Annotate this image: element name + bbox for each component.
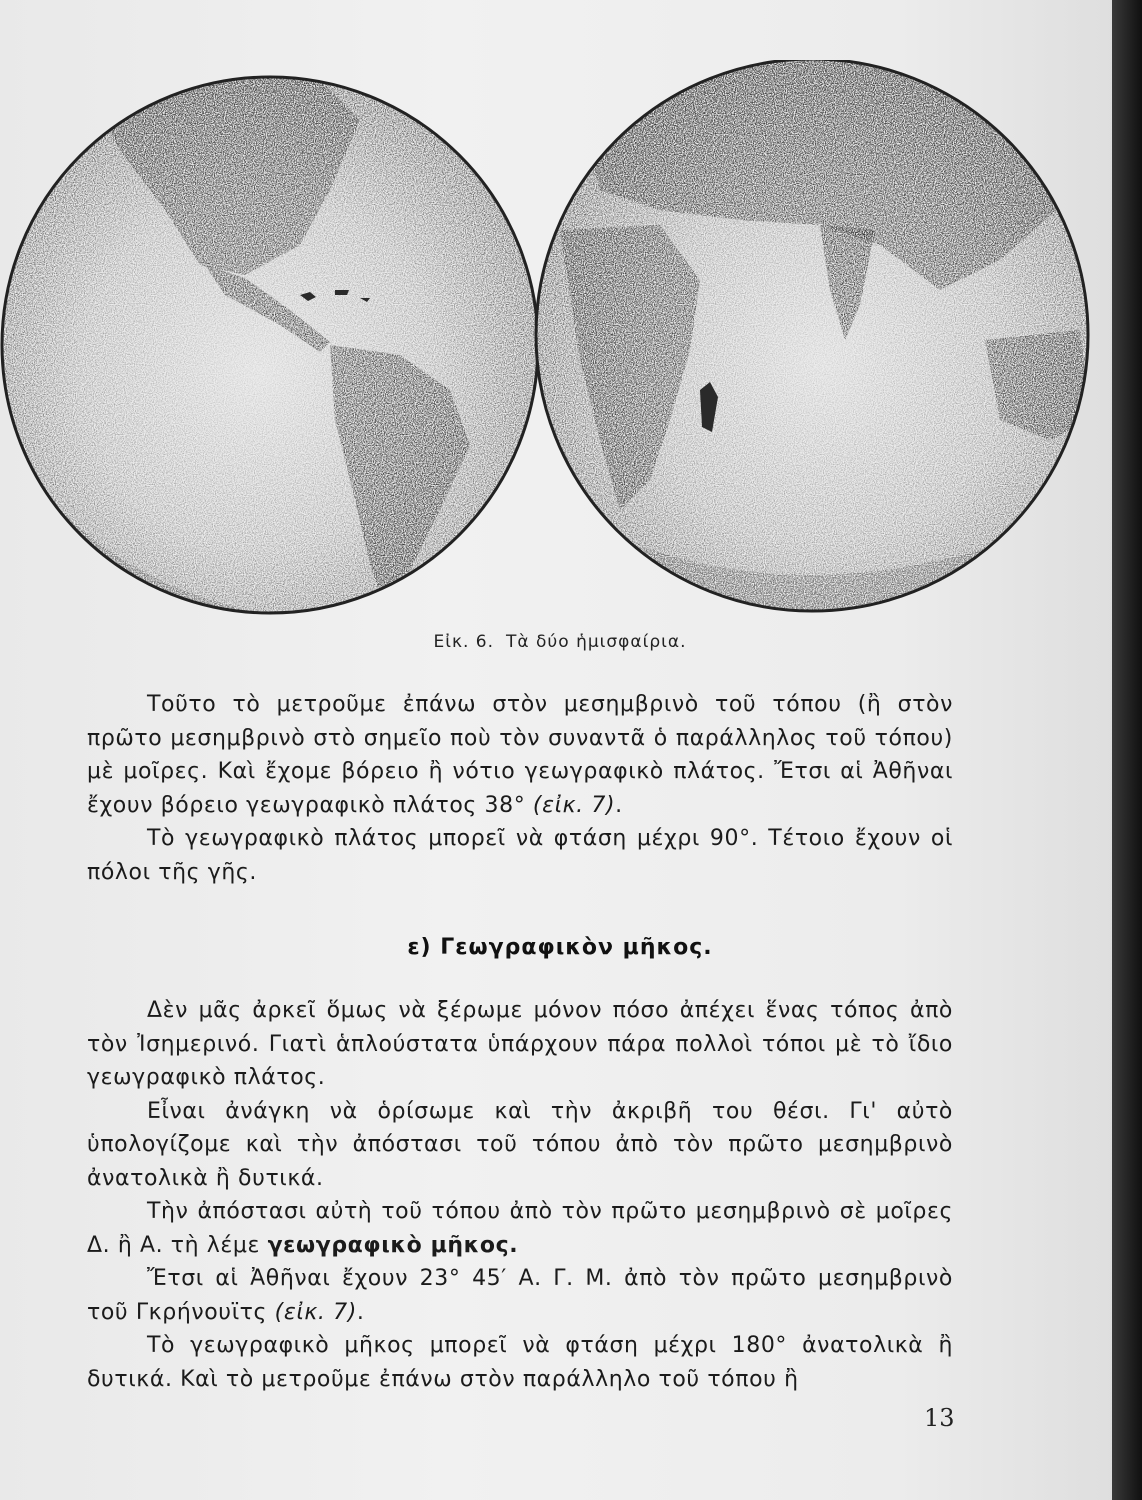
section1-text: [87, 688, 953, 889]
eastern-hemisphere: [536, 60, 1100, 620]
figure-label: Εἰκ. 6.: [433, 632, 495, 652]
paragraph: [87, 688, 953, 822]
figure-reference: (εἰκ. 7): [532, 792, 616, 818]
paragraph: [87, 1262, 953, 1329]
section-heading: ε) Γεωγραφικὸν μῆκος.: [407, 935, 713, 960]
page-number: 13: [924, 1404, 955, 1432]
figure-caption: [0, 632, 1120, 652]
punctuation: .: [615, 792, 623, 818]
paragraph-text: Τὴν ἀπόστασι αὐτὴ τοῦ τόπου ἀπὸ τὸν πρῶτο μεσημβρινὸ σὲ μοῖρες Δ. ἢ Α. τὴ λέμε: [87, 1199, 953, 1258]
term-definition: γεωγραφικὸ μῆκος.: [267, 1232, 519, 1258]
figure-title: Τὰ δύο ἡμισφαίρια.: [506, 632, 687, 652]
paragraph: Τὸ γεωγραφικὸ μῆκος μπορεῖ νὰ φτάση μέχρι 180° ἀνατολικὰ ἢ δυτικά. Καὶ τὸ μετροῦμε ἐπάνω στὸν παράλληλο τοῦ τόπου ἢ: [87, 1333, 953, 1392]
paragraph-text: Ἔτσι αἱ Ἀθῆναι ἔχουν βόρειο γεωγραφικὸ πλάτος 38°: [87, 759, 953, 818]
punctuation: .: [356, 1299, 365, 1325]
figure-reference: (εἰκ. 7): [274, 1299, 357, 1325]
paragraph-text: Ἔτσι αἱ Ἀθῆναι ἔχουν 23° 45′ Α. Γ. Μ. ἀπὸ τὸν πρῶτο μεσημβρινὸ τοῦ Γκρήνουϊτς: [87, 1266, 953, 1325]
paragraph: [87, 1195, 953, 1262]
paragraph-text: Τοῦτο τὸ μετροῦμε ἐπάνω στὸν μεσημβρινὸ τοῦ τόπου (ἢ στὸν πρῶτο μεσημβρινὸ στὸ σημεῖο ποὺ τὸν συναντᾶ ὁ παράλληλος τοῦ τόπου) μὲ μοῖρες. Καὶ ἔχομε βόρειο ἢ νότιο γεωγραφικὸ πλάτος.: [87, 692, 953, 784]
section2-text: [87, 994, 953, 1396]
paragraph: Εἶναι ἀνάγκη νὰ ὁρίσωμε καὶ τὴν ἀκριβῆ του θέσι. Γι' αὐτὸ ὑπολογίζομε καὶ τὴν ἀπόστασι τοῦ τόπου ἀπὸ τὸν πρῶτο μεσημβρινὸ ἀνατολικὰ ἢ δυτικά.: [87, 1098, 953, 1191]
paragraph: Δὲν μᾶς ἀρκεῖ ὅμως νὰ ξέρωμε μόνον πόσο ἀπέχει ἕνας τόπος ἀπὸ τὸν Ἰσημερινό. Γιατὶ ἁπλούστατα ὑπάρχουν πάρα πολλοὶ τόποι μὲ τὸ ἴδιο γεωγραφικὸ πλάτος.: [87, 998, 953, 1090]
page-edge: [1112, 0, 1142, 1500]
hemispheres-figure: [0, 60, 1100, 620]
paragraph: Τὸ γεωγραφικὸ πλάτος μπορεῖ νὰ φτάση μέχρι 90°. Τέτοιο ἔχουν οἱ πόλοι τῆς γῆς.: [87, 826, 953, 885]
